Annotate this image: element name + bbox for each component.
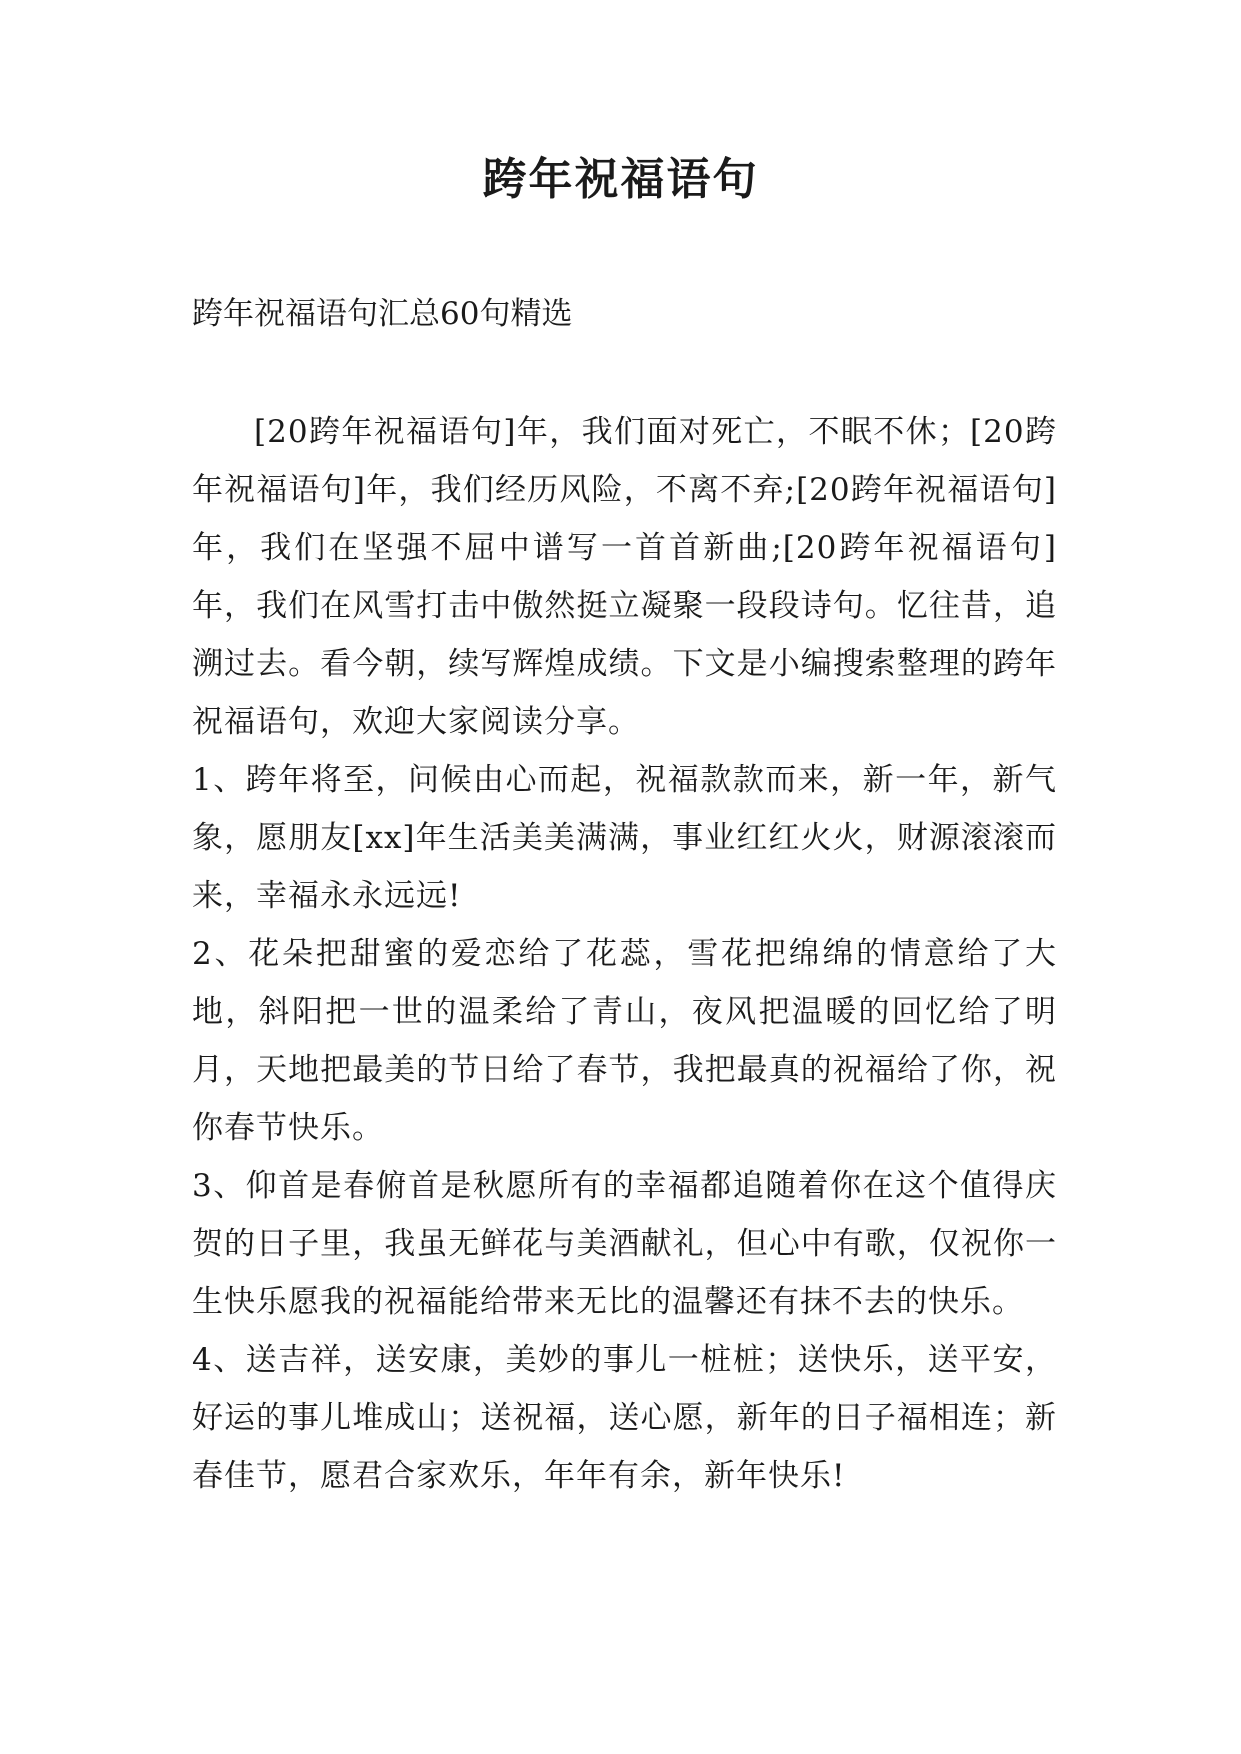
list-item: 4、送吉祥，送安康，美妙的事儿一桩桩；送快乐，送平安，好运的事儿堆成山；送祝福，送心愿，新年的日子福相连；新春佳节，愿君合家欢乐，年年有余，新年快乐! xyxy=(192,1342,1057,1494)
document-body xyxy=(192,403,1057,1505)
document-subtitle: 跨年祝福语句汇总60句精选 xyxy=(192,296,573,332)
intro-paragraph: [20跨年祝福语句]年，我们面对死亡，不眠不休；[20跨年祝福语句]年，我们经历风险，不离不弃;[20跨年祝福语句]年，我们在坚强不屈中谱写一首首新曲;[20跨年祝福语句]年，我们在风雪打击中傲然挺立凝聚一段段诗句。忆往昔，追溯过去。看今朝，续写辉煌成绩。下文是小编搜索整理的跨年祝福语句，欢迎大家阅读分享。 xyxy=(192,414,1057,740)
list-item: 2、花朵把甜蜜的爱恋给了花蕊，雪花把绵绵的情意给了大地，斜阳把一世的温柔给了青山，夜风把温暖的回忆给了明月，天地把最美的节日给了春节，我把最真的祝福给了你，祝你春节快乐。 xyxy=(192,936,1057,1146)
list-item: 1、跨年将至，问候由心而起，祝福款款而来，新一年，新气象，愿朋友[xx]年生活美美满满，事业红红火火，财源滚滚而来，幸福永永远远! xyxy=(192,762,1057,914)
list-item: 3、仰首是春俯首是秋愿所有的幸福都追随着你在这个值得庆贺的日子里，我虽无鲜花与美酒献礼，但心中有歌，仅祝你一生快乐愿我的祝福能给带来无比的温馨还有抹不去的快乐。 xyxy=(192,1168,1057,1320)
document-title: 跨年祝福语句 xyxy=(482,154,759,205)
